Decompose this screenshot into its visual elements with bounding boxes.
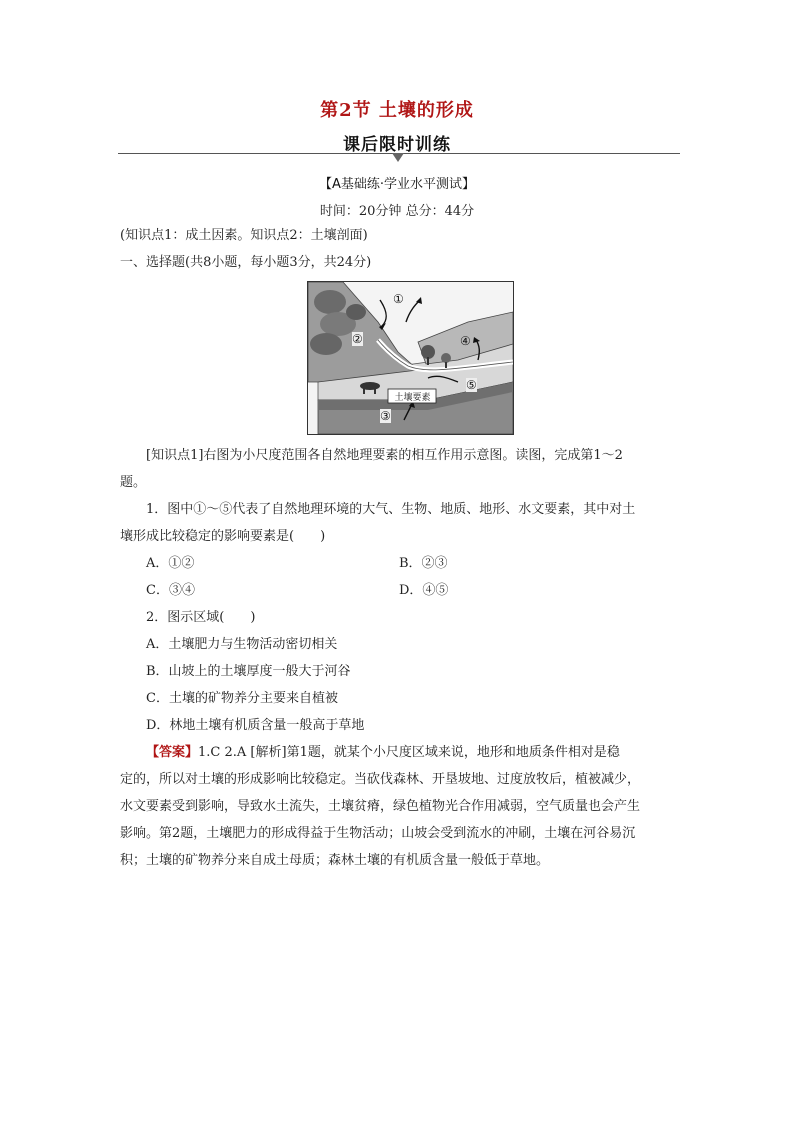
exercise-title: 课后限时训练 <box>343 135 451 155</box>
intro-line-1: [知识点1]右图为小尺度范围各自然地理要素的相互作用示意图。读图，完成第1～2 <box>146 448 623 463</box>
q1-option-a: A．①② <box>146 556 195 571</box>
answer-line-3: 水文要素受到影响，导致水土流失，土壤贫瘠，绿色植物光合作用减弱，空气质量也会产生 <box>120 799 641 814</box>
lesson-title: 第2节 土壤的形成 <box>320 100 474 121</box>
q1-option-b: B．②③ <box>399 556 448 571</box>
answer-line-5: 积；土壤的矿物养分来自成土母质；森林土壤的有机质含量一般低于草地。 <box>120 853 550 868</box>
marker-1: ① <box>393 292 404 306</box>
q1-stem-line-2: 壤形成比较稳定的影响要素是( ) <box>120 529 326 544</box>
marker-3: ③ <box>380 409 391 423</box>
intro-line-2: 题。 <box>120 475 147 490</box>
q2-option-c: C．土壤的矿物养分主要来自植被 <box>146 691 338 706</box>
divider-triangle-icon <box>392 153 404 162</box>
answer-line-1 <box>146 739 680 766</box>
q1-option-d: D．④⑤ <box>399 583 449 598</box>
q2-option-a: A．土壤肥力与生物活动密切相关 <box>146 637 338 652</box>
marker-2: ② <box>352 332 363 346</box>
soil-element-label: 土壤要素 <box>394 393 431 403</box>
q1-stem-line-1: 1．图中①～⑤代表了自然地理环境的大气、生物、地质、地形、水文要素，其中对土 <box>146 502 636 517</box>
knowledge-points: (知识点1：成土因素。知识点2：土壤剖面) <box>120 228 368 243</box>
time-and-score: 时间：20分钟 总分：44分 <box>319 204 475 219</box>
answer-tag: 【答案】 <box>146 745 199 760</box>
q2-stem: 2．图示区域( ) <box>146 610 256 625</box>
q1-option-c: C．③④ <box>146 583 195 598</box>
q2-option-d: D．林地土壤有机质含量一般高于草地 <box>146 718 365 733</box>
answer-line-4: 影响。第2题，土壤肥力的形成得益于生物活动；山坡会受到流水的冲刷，土壤在河谷易沉 <box>120 826 636 841</box>
part-title: 一、选择题(共8小题，每小题3分，共24分) <box>120 255 372 270</box>
section-label: 【A基础练·学业水平测试】 <box>318 177 476 192</box>
answer-text-1: 1.C 2.A [解析]第1题，就某个小尺度区域来说，地形和地质条件相对是稳 <box>198 745 620 760</box>
soil-factors-diagram <box>307 281 514 435</box>
marker-5: ⑤ <box>466 378 477 392</box>
answer-line-2: 定的，所以对土壤的形成影响比较稳定。当砍伐森林、开垦坡地、过度放牧后，植被减少， <box>120 772 641 787</box>
q2-option-b: B．山坡上的土壤厚度一般大于河谷 <box>146 664 351 679</box>
marker-4: ④ <box>460 334 471 348</box>
diagram-illustration <box>308 282 513 434</box>
